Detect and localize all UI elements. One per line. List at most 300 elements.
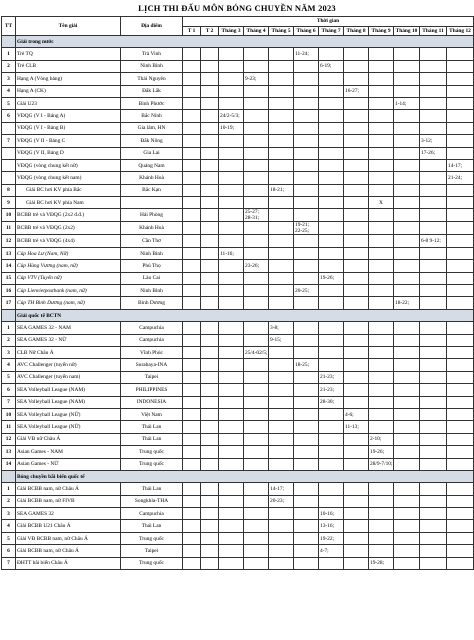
month-cell: [319, 235, 344, 247]
month-cell: [219, 209, 244, 222]
month-cell: [369, 285, 394, 297]
month-cell: [183, 557, 201, 569]
row-number: 6: [2, 545, 16, 557]
month-cell: 10-19;: [219, 122, 244, 134]
row-number: 17: [2, 297, 16, 309]
event-name: SEA Volleyball League (NỮ): [16, 408, 121, 420]
event-venue: Taipei: [121, 545, 183, 557]
month-cell: 9-23;: [244, 73, 269, 85]
month-cell: [183, 495, 201, 507]
month-cell: [294, 458, 319, 470]
month-cell: [183, 85, 201, 97]
month-cell: [420, 495, 447, 507]
row-number: 3: [2, 508, 16, 520]
month-cell: [201, 322, 219, 334]
event-name: ĐHTT bãi biển Châu Á: [16, 557, 121, 569]
month-cell: [319, 184, 344, 196]
month-cell: 19-26;: [369, 446, 394, 458]
event-name: Giải BCBB nam, nữ Châu Á: [16, 483, 121, 495]
row-number: 8: [2, 184, 16, 196]
month-cell: [219, 346, 244, 358]
row-number: 3: [2, 346, 16, 358]
month-cell: [394, 222, 420, 235]
month-cell: [369, 334, 394, 346]
month-cell: [201, 147, 219, 159]
event-venue: Campuchia: [121, 508, 183, 520]
month-cell: [420, 222, 447, 235]
month-cell: 13-16;: [319, 520, 344, 532]
month-cell: [294, 110, 319, 122]
month-cell: [244, 421, 269, 433]
month-cell: 21-23;: [319, 371, 344, 383]
month-cell: [447, 322, 474, 334]
month-cell: [269, 209, 294, 222]
month-cell: [319, 359, 344, 371]
month-cell: [269, 359, 294, 371]
section-title: Giải trong nước: [16, 36, 474, 48]
event-name: AVC Challenger (tuyển nữ): [16, 359, 121, 371]
table-row: [2, 60, 474, 72]
table-row: [2, 495, 474, 507]
month-cell: 6-8 9-12;: [420, 235, 447, 247]
month-cell: [344, 557, 369, 569]
month-cell: [369, 184, 394, 196]
month-cell: [447, 235, 474, 247]
month-cell: [394, 458, 420, 470]
month-cell: [319, 408, 344, 420]
month-cell: [183, 396, 201, 408]
month-cell: [394, 209, 420, 222]
month-cell: [294, 97, 319, 109]
event-name: VĐQG (V I - Bảng B): [16, 122, 121, 134]
month-cell: [219, 396, 244, 408]
month-cell: [344, 122, 369, 134]
month-cell: [269, 297, 294, 309]
table-row: [2, 334, 474, 346]
month-cell: [294, 396, 319, 408]
month-cell: [219, 495, 244, 507]
month-cell: [420, 110, 447, 122]
month-cell: [201, 520, 219, 532]
table-row: [2, 557, 474, 569]
row-number: 6: [2, 110, 16, 122]
table-row: [2, 260, 474, 272]
month-cell: [219, 85, 244, 97]
month-cell: [369, 73, 394, 85]
month-cell: [344, 446, 369, 458]
row-number: 12: [2, 235, 16, 247]
month-cell: [344, 334, 369, 346]
month-cell: [344, 197, 369, 209]
event-name: Giải BCBB nam, nữ Châu Á: [16, 545, 121, 557]
event-venue: Khánh Hoà: [121, 222, 183, 235]
table-row: [2, 222, 474, 235]
month-cell: [269, 48, 294, 60]
event-venue: Campuchia: [121, 334, 183, 346]
table-row: [2, 159, 474, 171]
event-name: VĐQG (vòng chung kết nữ): [16, 159, 121, 171]
month-cell: 14-17;: [269, 483, 294, 495]
month-cell: [269, 235, 294, 247]
month-cell: [294, 433, 319, 445]
month-cell: [201, 545, 219, 557]
month-cell: [219, 235, 244, 247]
event-venue: Taipei: [121, 371, 183, 383]
event-name: Cúp Lienvietpostbank (nam, nữ): [16, 285, 121, 297]
table-row: [2, 520, 474, 532]
month-cell: [201, 384, 219, 396]
month-cell: [219, 359, 244, 371]
event-venue: Trung quốc: [121, 458, 183, 470]
month-cell: [244, 557, 269, 569]
month-cell: [344, 73, 369, 85]
month-cell: [219, 184, 244, 196]
event-venue: [121, 197, 183, 209]
event-venue: Thái Lan: [121, 483, 183, 495]
month-cell: [294, 545, 319, 557]
month-cell: [201, 272, 219, 284]
table-row: [2, 371, 474, 383]
month-cell: [420, 508, 447, 520]
month-cell: [447, 285, 474, 297]
month-header: Tháng 5: [269, 26, 294, 36]
month-header: Tháng 6: [294, 26, 319, 36]
table-row: [2, 545, 474, 557]
event-name: BCBB trẻ và VĐQG (2x2): [16, 222, 121, 235]
row-number: 11: [2, 421, 16, 433]
table-row: [2, 433, 474, 445]
table-row: [2, 408, 474, 420]
month-cell: [294, 122, 319, 134]
month-cell: [420, 334, 447, 346]
month-cell: [244, 495, 269, 507]
month-cell: [244, 135, 269, 147]
month-cell: [183, 272, 201, 284]
month-cell: [294, 209, 319, 222]
event-venue: Đắk Lắk: [121, 85, 183, 97]
month-cell: [244, 48, 269, 60]
month-cell: [294, 532, 319, 544]
month-cell: [201, 172, 219, 184]
month-cell: [183, 110, 201, 122]
month-cell: [420, 122, 447, 134]
month-cell: [369, 135, 394, 147]
row-number: 2: [2, 334, 16, 346]
month-cell: [447, 260, 474, 272]
month-cell: [319, 73, 344, 85]
month-cell: [183, 334, 201, 346]
month-cell: [294, 446, 319, 458]
month-cell: [183, 359, 201, 371]
month-cell: [447, 396, 474, 408]
month-cell: [219, 97, 244, 109]
month-cell: [344, 222, 369, 235]
table-row: [2, 209, 474, 222]
month-cell: [219, 60, 244, 72]
month-cell: [344, 285, 369, 297]
event-venue: Quảng Nam: [121, 159, 183, 171]
event-venue: Surabaya-INA: [121, 359, 183, 371]
event-name: VĐQG (V II, Bảng D: [16, 147, 121, 159]
month-cell: [244, 483, 269, 495]
month-cell: [394, 433, 420, 445]
event-name: Cúp Hoa Lư (Nam, Nữ): [16, 247, 121, 259]
month-cell: [369, 147, 394, 159]
month-cell: [294, 322, 319, 334]
event-name: SEA Volleyball League (NAM): [16, 384, 121, 396]
month-header: Tháng 9: [369, 26, 394, 36]
row-number: 5: [2, 532, 16, 544]
month-cell: [394, 396, 420, 408]
month-cell: 3-12;: [420, 135, 447, 147]
month-cell: [420, 260, 447, 272]
table-row: [2, 197, 474, 209]
header-time: Thời gian: [183, 17, 474, 27]
month-header: T 1: [183, 26, 201, 36]
month-header: Tháng 12: [447, 26, 474, 36]
month-cell: [219, 285, 244, 297]
table-row: [2, 97, 474, 109]
month-cell: [219, 408, 244, 420]
row-number: 4: [2, 520, 16, 532]
month-cell: [319, 122, 344, 134]
month-cell: [394, 85, 420, 97]
month-cell: [344, 359, 369, 371]
month-cell: [447, 557, 474, 569]
table-row: [2, 297, 474, 309]
month-cell: [269, 110, 294, 122]
month-cell: [183, 222, 201, 235]
month-cell: [244, 334, 269, 346]
month-cell: [219, 557, 244, 569]
month-cell: [219, 520, 244, 532]
event-venue: INDONESIA: [121, 396, 183, 408]
month-cell: [394, 532, 420, 544]
event-venue: Trung quốc: [121, 557, 183, 569]
month-cell: [420, 272, 447, 284]
month-cell: 25/4-02/5;: [244, 346, 269, 358]
month-cell: [344, 60, 369, 72]
month-cell: [201, 508, 219, 520]
row-number: 13: [2, 446, 16, 458]
month-cell: [420, 458, 447, 470]
table-row: [2, 272, 474, 284]
event-name: Giải BC hơi KV phía Bắc: [16, 184, 121, 196]
month-cell: [394, 408, 420, 420]
month-cell: 11-24;: [294, 48, 319, 60]
row-number: 2: [2, 495, 16, 507]
month-cell: [294, 135, 319, 147]
event-venue: Vĩnh Phúc: [121, 346, 183, 358]
month-cell: [447, 334, 474, 346]
month-cell: [319, 260, 344, 272]
month-cell: [447, 545, 474, 557]
month-cell: [201, 260, 219, 272]
month-cell: [183, 184, 201, 196]
month-cell: 17-26;: [420, 147, 447, 159]
month-header: Tháng 4: [244, 26, 269, 36]
event-venue: Trà Vinh: [121, 48, 183, 60]
month-cell: 11-13;: [344, 421, 369, 433]
month-cell: [201, 483, 219, 495]
event-name: Giải VĐ nữ Châu Á: [16, 433, 121, 445]
month-cell: [319, 209, 344, 222]
month-cell: [447, 483, 474, 495]
month-cell: [269, 260, 294, 272]
month-cell: 6-19;: [319, 60, 344, 72]
month-cell: [344, 508, 369, 520]
month-cell: [269, 433, 294, 445]
month-cell: [244, 60, 269, 72]
month-cell: [201, 408, 219, 420]
month-cell: [183, 458, 201, 470]
table-row: [2, 346, 474, 358]
month-cell: [244, 222, 269, 235]
month-cell: [420, 384, 447, 396]
row-number: 7: [2, 135, 16, 147]
month-cell: 18-25;: [294, 359, 319, 371]
month-cell: [394, 483, 420, 495]
month-cell: [201, 85, 219, 97]
month-cell: [394, 184, 420, 196]
month-cell: [420, 346, 447, 358]
month-cell: [447, 197, 474, 209]
month-cell: [344, 532, 369, 544]
month-cell: [269, 371, 294, 383]
month-cell: [344, 159, 369, 171]
event-venue: Gia lâm, HN: [121, 122, 183, 134]
event-venue: PHILIPPINES: [121, 384, 183, 396]
month-cell: [369, 384, 394, 396]
table-row: [2, 483, 474, 495]
month-cell: [394, 322, 420, 334]
row-number: 10: [2, 209, 16, 222]
month-cell: [344, 458, 369, 470]
month-cell: [219, 532, 244, 544]
month-cell: [369, 495, 394, 507]
month-cell: [294, 60, 319, 72]
month-cell: [183, 346, 201, 358]
table-row: [2, 85, 474, 97]
month-cell: [394, 384, 420, 396]
month-cell: [244, 97, 269, 109]
month-cell: [219, 458, 244, 470]
row-number: 6: [2, 384, 16, 396]
month-cell: [319, 222, 344, 235]
month-cell: [394, 371, 420, 383]
month-cell: [447, 297, 474, 309]
month-cell: [244, 122, 269, 134]
month-cell: [219, 384, 244, 396]
month-cell: [269, 532, 294, 544]
table-row: [2, 458, 474, 470]
month-cell: [394, 557, 420, 569]
month-cell: 4-6;: [344, 408, 369, 420]
month-cell: [183, 520, 201, 532]
month-cell: [369, 235, 394, 247]
month-cell: [420, 48, 447, 60]
month-cell: [183, 433, 201, 445]
month-cell: [319, 197, 344, 209]
table-row: [2, 172, 474, 184]
month-cell: [319, 433, 344, 445]
month-cell: [183, 209, 201, 222]
month-cell: [420, 446, 447, 458]
row-number: 4: [2, 85, 16, 97]
month-cell: [269, 285, 294, 297]
month-cell: [201, 159, 219, 171]
month-header: T 2: [201, 26, 219, 36]
section-title: Bóng chuyền bãi biển quốc tế: [16, 470, 474, 482]
month-cell: [183, 48, 201, 60]
month-cell: 18-22;: [394, 297, 420, 309]
month-cell: [369, 172, 394, 184]
month-cell: [344, 396, 369, 408]
event-venue: Songkhla-THA: [121, 495, 183, 507]
month-cell: [201, 209, 219, 222]
section-header: [2, 36, 474, 48]
month-cell: [319, 110, 344, 122]
page-title: LỊCH THI ĐẤU MÔN BÓNG CHUYỀN NĂM 2023: [138, 3, 336, 13]
month-cell: [294, 408, 319, 420]
month-cell: [319, 483, 344, 495]
month-cell: [369, 159, 394, 171]
month-cell: [201, 495, 219, 507]
month-cell: [420, 520, 447, 532]
header-tt: TT: [2, 17, 16, 36]
month-cell: [447, 346, 474, 358]
event-venue: Khánh Hoà: [121, 172, 183, 184]
month-cell: [244, 147, 269, 159]
event-name: BCBB trẻ và VĐQG (2x2 đ.đ.): [16, 209, 121, 222]
month-cell: [183, 122, 201, 134]
month-cell: [319, 446, 344, 458]
month-cell: [344, 297, 369, 309]
month-cell: [369, 260, 394, 272]
month-cell: [244, 235, 269, 247]
table-row: [2, 73, 474, 85]
month-cell: [294, 260, 319, 272]
month-cell: [219, 433, 244, 445]
month-cell: [344, 520, 369, 532]
month-cell: [319, 557, 344, 569]
row-number: [2, 147, 16, 159]
event-venue: Phú Thọ: [121, 260, 183, 272]
event-name: Hạng A (Vòng bảng): [16, 73, 121, 85]
month-cell: 10-16;: [319, 508, 344, 520]
month-cell: [183, 73, 201, 85]
month-cell: [244, 384, 269, 396]
month-cell: [183, 421, 201, 433]
event-venue: Bình Phước: [121, 97, 183, 109]
event-name: SEA Volleyball League (NAM): [16, 396, 121, 408]
month-cell: [369, 520, 394, 532]
month-cell: [344, 235, 369, 247]
month-cell: [420, 408, 447, 420]
month-cell: [294, 520, 319, 532]
event-name: AVC Challenger (tuyển nam): [16, 371, 121, 383]
month-cell: [244, 532, 269, 544]
month-cell: [369, 110, 394, 122]
month-cell: [294, 421, 319, 433]
month-cell: [369, 60, 394, 72]
month-cell: [294, 172, 319, 184]
month-cell: [394, 545, 420, 557]
month-cell: [219, 197, 244, 209]
row-number: 11: [2, 222, 16, 235]
month-cell: [369, 272, 394, 284]
month-cell: [269, 73, 294, 85]
